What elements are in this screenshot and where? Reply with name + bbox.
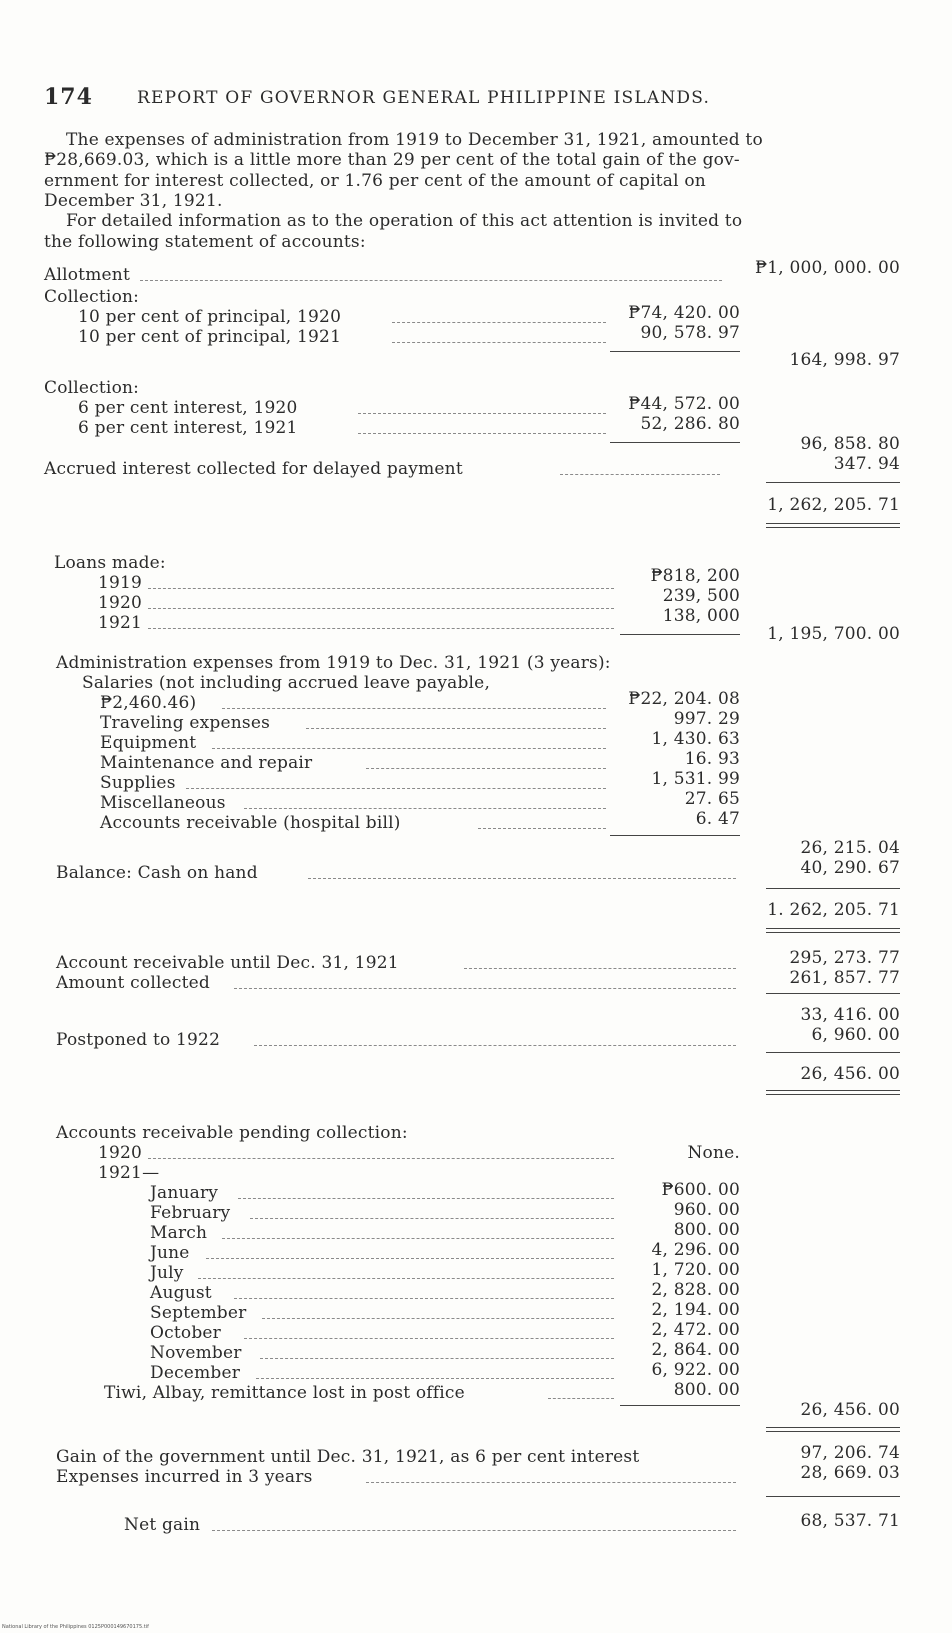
principal-total: 164, 998. 97	[789, 350, 900, 370]
rule	[766, 993, 900, 994]
collected-label: Amount collected	[56, 973, 210, 993]
postponed-amount: 6, 960. 00	[811, 1025, 900, 1045]
balance-amount: 40, 290. 67	[800, 858, 900, 878]
interest-1921-amount: 52, 286. 80	[640, 414, 740, 434]
accrued-amount: 347. 94	[833, 454, 900, 474]
receivable-amount: 295, 273. 77	[789, 948, 900, 968]
page-number: 174	[44, 84, 93, 110]
admin-heading: Administration expenses from 1919 to Dec. 31, 1921 (3 years):	[56, 653, 611, 673]
principal-1921-amount: 90, 578. 97	[640, 323, 740, 343]
gain-label: Gain of the government until Dec. 31, 1921, as 6 per cent interest	[56, 1447, 640, 1467]
interest-total: 96, 858. 80	[800, 434, 900, 454]
dot-leader	[254, 1045, 736, 1046]
month-label: September	[150, 1303, 247, 1323]
receivable-total: 26, 456. 00	[800, 1064, 900, 1084]
double-rule	[766, 1427, 900, 1432]
admin-receivable-amount: 6. 47	[695, 809, 740, 829]
month-amount: 960. 00	[673, 1200, 740, 1220]
loans-1920-label: 1920	[98, 593, 143, 613]
admin-maintenance-amount: 16. 93	[684, 749, 740, 769]
month-amount: 2, 472. 00	[651, 1320, 740, 1340]
accrued-label: Accrued interest collected for delayed payment	[44, 459, 463, 479]
admin-salaries-amount: ₱22, 204. 08	[628, 689, 740, 709]
interest-1921-label: 6 per cent interest, 1921	[78, 418, 298, 438]
month-amount: 2, 828. 00	[651, 1280, 740, 1300]
admin-salaries-label: ₱2,460.46)	[100, 693, 197, 713]
collection-heading: Collection:	[44, 378, 140, 398]
rule	[766, 1052, 900, 1053]
intro-line: the following statement of accounts:	[44, 232, 366, 252]
admin-receivable-label: Accounts receivable (hospital bill)	[100, 813, 401, 833]
rule	[766, 1496, 900, 1497]
month-label: January	[150, 1183, 219, 1203]
gain-amount: 97, 206. 74	[800, 1443, 900, 1463]
rule	[610, 835, 740, 836]
collected-amount: 261, 857. 77	[789, 968, 900, 988]
running-title: REPORT OF GOVERNOR GENERAL PHILIPPINE ISLANDS.	[137, 88, 711, 108]
month-label: October	[150, 1323, 221, 1343]
month-amount: 1, 720. 00	[651, 1260, 740, 1280]
receivable-difference: 33, 416. 00	[800, 1005, 900, 1025]
month-label: December	[150, 1363, 241, 1383]
tiwi-amount: 800. 00	[673, 1380, 740, 1400]
admin-traveling-amount: 997. 29	[673, 709, 740, 729]
collection-heading: Collection:	[44, 287, 140, 307]
pending-1920-label: 1920	[98, 1143, 143, 1163]
dot-leader	[308, 878, 736, 879]
pending-1921-label: 1921—	[98, 1163, 160, 1183]
interest-1920-amount: ₱44, 572. 00	[628, 394, 740, 414]
month-amount: 4, 296. 00	[651, 1240, 740, 1260]
month-amount: 6, 922. 00	[651, 1360, 740, 1380]
month-amount: 2, 864. 00	[651, 1340, 740, 1360]
admin-misc-amount: 27. 65	[684, 789, 740, 809]
month-label: March	[150, 1223, 208, 1243]
intro-line: ernment for interest collected, or 1.76 per cent of the amount of capital on	[44, 171, 706, 191]
dot-leader	[140, 280, 722, 281]
net-gain-label: Net gain	[124, 1515, 201, 1535]
tiwi-label: Tiwi, Albay, remittance lost in post office	[104, 1383, 465, 1403]
month-amount: ₱600. 00	[661, 1180, 740, 1200]
month-label: February	[150, 1203, 231, 1223]
admin-supplies-amount: 1, 531. 99	[651, 769, 740, 789]
month-label: July	[150, 1263, 184, 1283]
admin-total: 26, 215. 04	[800, 838, 900, 858]
intro-line: ₱28,669.03, which is a little more than 29 per cent of the total gain of the gov-	[44, 150, 740, 170]
expenses-amount: 28, 669. 03	[800, 1463, 900, 1483]
loans-1921-amount: 138, 000	[662, 606, 740, 626]
principal-1921-label: 10 per cent of principal, 1921	[78, 327, 342, 347]
intro-line: December 31, 1921.	[44, 191, 223, 211]
postponed-label: Postponed to 1922	[56, 1030, 221, 1050]
admin-salaries-line: Salaries (not including accrued leave payable,	[82, 673, 491, 693]
balance-label: Balance: Cash on hand	[56, 863, 258, 883]
double-rule	[766, 928, 900, 933]
loans-1919-label: 1919	[98, 573, 143, 593]
pending-1920-amount: None.	[687, 1143, 740, 1163]
allotment-label: Allotment	[44, 265, 130, 285]
month-label: June	[150, 1243, 190, 1263]
loans-1921-label: 1921	[98, 613, 143, 633]
pending-total: 26, 456. 00	[800, 1400, 900, 1420]
receivable-label: Account receivable until Dec. 31, 1921	[56, 953, 399, 973]
double-rule	[766, 1090, 900, 1095]
rule	[766, 482, 900, 483]
month-amount: 800. 00	[673, 1220, 740, 1240]
dot-leader	[560, 474, 720, 475]
principal-1920-label: 10 per cent of principal, 1920	[78, 307, 342, 327]
rule	[766, 888, 900, 889]
month-label: November	[150, 1343, 242, 1363]
admin-supplies-label: Supplies	[100, 773, 176, 793]
intro-line: For detailed information as to the operation of this act attention is invited to	[66, 211, 743, 231]
loans-1919-amount: ₱818, 200	[650, 566, 740, 586]
double-rule	[766, 523, 900, 528]
admin-equipment-label: Equipment	[100, 733, 197, 753]
loans-1920-amount: 239, 500	[662, 586, 740, 606]
principal-1920-amount: ₱74, 420. 00	[628, 303, 740, 323]
pending-heading: Accounts receivable pending collection:	[56, 1123, 408, 1143]
loans-heading: Loans made:	[54, 553, 166, 573]
admin-misc-label: Miscellaneous	[100, 793, 226, 813]
grand-total-1: 1, 262, 205. 71	[767, 495, 900, 515]
expenses-label: Expenses incurred in 3 years	[56, 1467, 313, 1487]
scan-footer: National Library of the Philippines 0125P000149670175.tif	[2, 1624, 149, 1630]
admin-traveling-label: Traveling expenses	[100, 713, 271, 733]
net-gain-amount: 68, 537. 71	[800, 1511, 900, 1531]
loans-total: 1, 195, 700. 00	[767, 624, 900, 644]
month-amount: 2, 194. 00	[651, 1300, 740, 1320]
admin-maintenance-label: Maintenance and repair	[100, 753, 313, 773]
intro-line: The expenses of administration from 1919 to December 31, 1921, amounted to	[66, 130, 763, 150]
month-label: August	[150, 1283, 212, 1303]
admin-equipment-amount: 1, 430. 63	[651, 729, 740, 749]
grand-total-2: 1. 262, 205. 71	[767, 900, 900, 920]
interest-1920-label: 6 per cent interest, 1920	[78, 398, 298, 418]
dot-leader	[234, 988, 736, 989]
allotment-amount: ₱1, 000, 000. 00	[755, 258, 900, 278]
